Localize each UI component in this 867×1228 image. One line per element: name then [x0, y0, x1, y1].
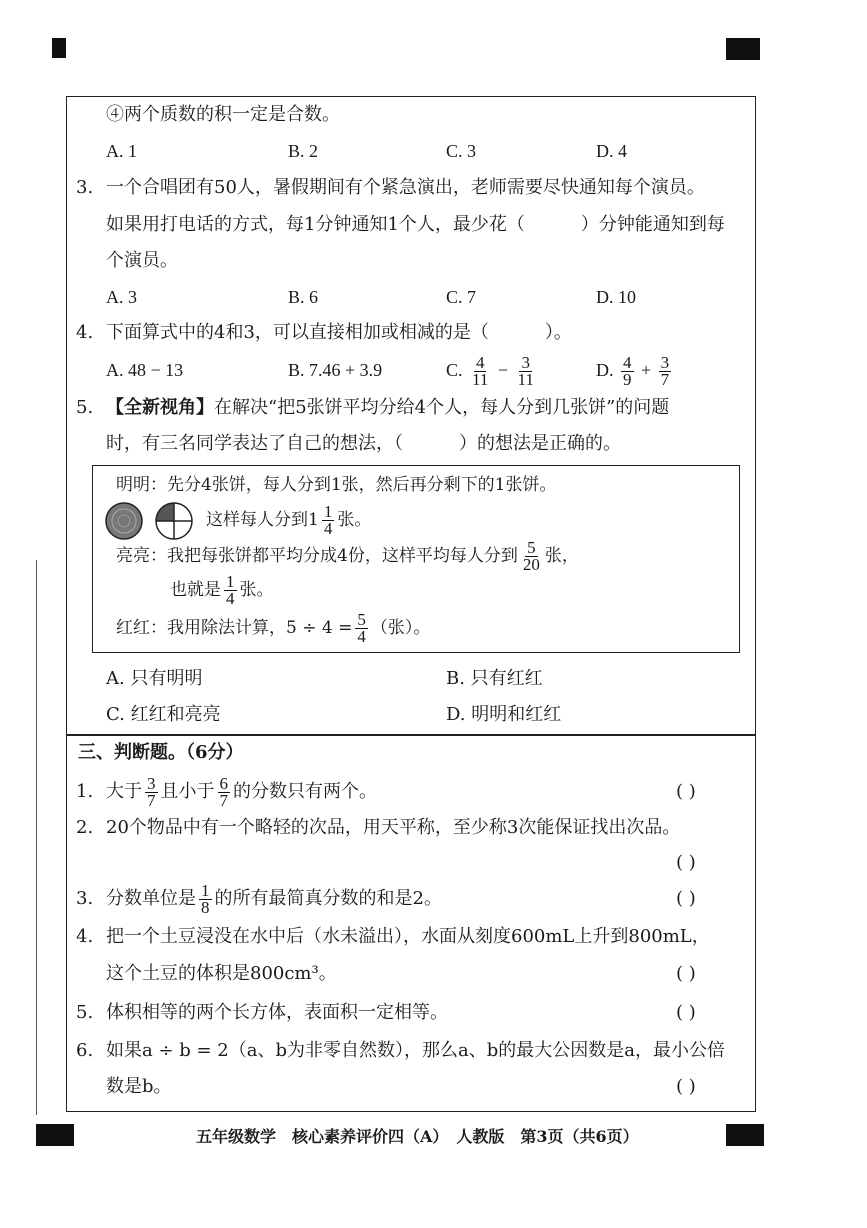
- q3-line2-b: ）分钟能通知到每: [580, 214, 725, 235]
- corner-mark-bottom-right: [726, 1124, 764, 1146]
- q4-option-d: D. $\frac{4}{9}$ + $\frac{3}{7}$: [596, 353, 670, 390]
- q5-option-b: B. 只有红红: [446, 668, 543, 689]
- q5-option-d: D. 明明和红红: [446, 704, 562, 725]
- tf1-answer-paren[interactable]: ( ): [676, 781, 696, 802]
- tf4-line1: 把一个土豆浸没在水中后（水未溢出），水面从刻度600mL上升到800mL，: [106, 926, 710, 947]
- section-divider: [66, 734, 756, 736]
- corner-mark-bottom-left: [36, 1124, 74, 1146]
- q3-line3: 个演员。: [106, 250, 178, 271]
- q2-statement: ④两个质数的积一定是合数。: [106, 104, 340, 125]
- tf1-number: 1.: [76, 781, 94, 802]
- q3-line2: [106, 212, 725, 238]
- honghong-text: 红红：我用除法计算，5 ÷ 4 = $\frac{5}{4}$ （张）。: [116, 610, 431, 646]
- tf5-number: 5.: [76, 1002, 94, 1023]
- page-footer: 五年级数学 核心素养评价四（A） 人教版 第3页（共6页）: [196, 1127, 639, 1146]
- tf3-answer-paren[interactable]: ( ): [676, 888, 696, 909]
- q4-text-a: 下面算式中的4和3，可以直接相加或相减的是（: [106, 322, 489, 343]
- q4-text-b: ）。: [544, 322, 572, 343]
- tf6-line1: 如果a ÷ b = 2（a、b为非零自然数），那么a、b的最大公因数是a，最小公倍: [106, 1040, 725, 1061]
- fraction: $\frac{3}{7}$: [147, 773, 156, 810]
- fraction: $\frac{4}{9}$: [623, 353, 632, 390]
- q3-option-d: D. 10: [596, 287, 636, 307]
- fraction: $\frac{1}{4}$: [323, 502, 333, 538]
- tf4-answer-paren[interactable]: ( ): [676, 963, 696, 984]
- tf1-text: 大于 $\frac{3}{7}$ 且小于 $\frac{6}{7}$ 的分数只有两个。: [106, 773, 377, 810]
- q3-option-b: B. 6: [288, 287, 319, 307]
- q3-number: 3.: [76, 177, 94, 198]
- fraction: $\frac{5}{4}$: [357, 610, 366, 646]
- corner-mark-top-right: [726, 38, 760, 60]
- tf6-line2: 数是b。: [106, 1076, 172, 1097]
- q3-line2-a: 如果用打电话的方式，每1分钟通知1个人，最少花（: [106, 214, 525, 235]
- q2-option-b: B. 2: [288, 141, 319, 161]
- q4-option-a: A. 48 − 13: [106, 360, 184, 380]
- tf3-text: 分数单位是 $\frac{1}{8}$ 的所有最简真分数的和是2。: [106, 880, 442, 917]
- tf2-answer-paren[interactable]: ( ): [676, 852, 696, 873]
- liangliang-text-2: 也就是 $\frac{1}{4}$ 张。: [170, 572, 274, 608]
- fraction: $\frac{1}{4}$: [226, 572, 235, 608]
- whole-pie-icon: [104, 501, 144, 541]
- q3-line1: 一个合唱团有50人，暑假期间有个紧急演出，老师需要尽快通知每个演员。: [106, 177, 705, 198]
- fraction: $\frac{3}{7}$: [660, 353, 670, 390]
- margin-line: [36, 560, 37, 1115]
- q4-text: [106, 320, 572, 346]
- fraction: $\frac{3}{11}$: [517, 353, 534, 390]
- mingming-text-2: 这样每人分到1 $\frac{1}{4}$ 张。: [206, 502, 372, 538]
- tf2-number: 2.: [76, 817, 94, 838]
- q5-number: 5.: [76, 397, 94, 418]
- q2-option-d: D. 4: [596, 141, 627, 161]
- q5-option-a: A. 只有明明: [106, 668, 203, 689]
- fraction: $\frac{6}{7}$: [219, 773, 228, 810]
- q2-option-c: C. 3: [446, 141, 477, 161]
- tf6-number: 6.: [76, 1040, 94, 1061]
- section3-title: 三、判断题。（6分）: [78, 742, 244, 763]
- fraction: $\frac{1}{8}$: [201, 880, 210, 917]
- liangliang-text-1: 亮亮：我把每张饼都平均分成4份，这样平均每人分到 $\frac{5}{20}$ 张，: [116, 538, 579, 574]
- tf3-number: 3.: [76, 888, 94, 909]
- q4-option-c: C. $\frac{4}{11}$ − $\frac{3}{11}$: [446, 353, 534, 390]
- q5-line1: 【全新视角】在解决“把5张饼平均分给4个人，每人分到几张饼”的问题: [106, 397, 670, 418]
- mingming-text: 明明：先分4张饼，每人分到1张，然后再分剩下的1张饼。: [116, 475, 557, 495]
- q5-line2: 时，有三名同学表达了自己的想法，（ ）的想法是正确的。: [106, 433, 621, 454]
- q3-option-c: C. 7: [446, 287, 477, 307]
- q5-tag: 【全新视角】: [106, 397, 214, 418]
- fraction: $\frac{4}{11}$: [472, 353, 489, 390]
- tf5-text: 体积相等的两个长方体，表面积一定相等。: [106, 1002, 448, 1023]
- tf5-answer-paren[interactable]: ( ): [676, 1002, 696, 1023]
- tf2-text: 20个物品中有一个略轻的次品，用天平称，至少称3次能保证找出次品。: [106, 817, 681, 838]
- q2-option-a: A. 1: [106, 141, 137, 161]
- q5-option-c: C. 红红和亮亮: [106, 704, 221, 725]
- q3-option-a: A. 3: [106, 287, 137, 307]
- fraction: $\frac{5}{20}$: [522, 538, 540, 574]
- corner-mark-top-left: [52, 38, 66, 58]
- tf4-number: 4.: [76, 926, 94, 947]
- tf4-line2: 这个土豆的体积是800cm³。: [106, 963, 337, 984]
- q4-number: 4.: [76, 322, 94, 343]
- tf6-answer-paren[interactable]: ( ): [676, 1076, 696, 1097]
- quartered-pie-icon: [154, 501, 194, 541]
- q4-option-b: B. 7.46 + 3.9: [288, 360, 383, 380]
